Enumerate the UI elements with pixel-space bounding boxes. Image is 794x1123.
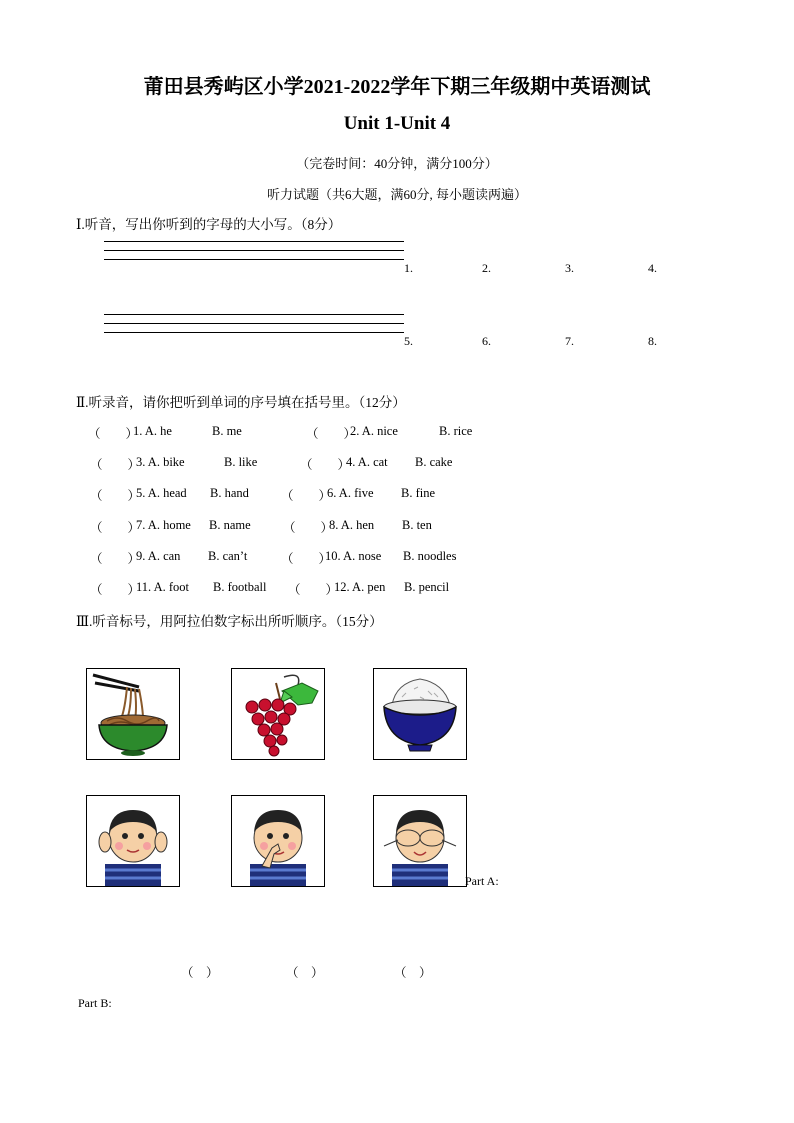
- option-a: 4. A. cat: [346, 455, 388, 469]
- section3-heading: Ⅲ.听音标号，用阿拉伯数字标出所听顺序。（15分）: [76, 614, 383, 629]
- writing-lines-row2: [104, 314, 404, 341]
- section2-heading: Ⅱ.听录音，请你把听到单词的序号填在括号里。（12分）: [76, 395, 406, 410]
- option-a: 1. A. he: [133, 424, 172, 438]
- option-b: B. rice: [439, 424, 473, 438]
- blank-number: 8.: [648, 334, 657, 348]
- listening-info: 听力试题（共6大题，满60分, 每小题读两遍）: [266, 187, 527, 202]
- option-a: 3. A. bike: [136, 455, 185, 469]
- option-b: B. can’t: [208, 549, 248, 563]
- option-a: 5. A. head: [136, 486, 187, 500]
- blank-number: 7.: [565, 334, 574, 348]
- answer-paren: （ ）: [283, 521, 334, 535]
- option-a: 9. A. can: [136, 549, 181, 563]
- time-info: （完卷时间：40分钟，满分100分）: [296, 156, 498, 171]
- boy-eyes-picture: [373, 795, 467, 887]
- boy-ears-picture: [86, 795, 180, 887]
- blank-number: 4.: [648, 261, 657, 275]
- option-b: B. fine: [401, 486, 436, 500]
- boy-covering-eyes-icon: [374, 796, 466, 886]
- rice-picture: [373, 668, 467, 760]
- answer-paren: （ ）: [281, 489, 332, 503]
- option-a: 12. A. pen: [334, 580, 386, 594]
- answer-paren: （ ）: [90, 489, 141, 503]
- answer-paren: （ ）: [90, 521, 141, 535]
- boy-touching-nose-icon: [232, 796, 324, 886]
- blank-number: 1.: [404, 261, 413, 275]
- blank-number: 6.: [482, 334, 491, 348]
- answer-paren: （ ）: [181, 966, 219, 980]
- option-b: B. like: [224, 455, 258, 469]
- option-b: B. football: [213, 580, 267, 594]
- option-b: B. noodles: [403, 549, 457, 563]
- option-a: 6. A. five: [327, 486, 374, 500]
- blank-number: 2.: [482, 261, 491, 275]
- answer-paren: （ ）: [286, 966, 324, 980]
- answer-paren: （ ）: [306, 427, 357, 441]
- answer-paren: （ ）: [90, 552, 141, 566]
- blank-number: 5.: [404, 334, 413, 348]
- noodles-picture: [86, 668, 180, 760]
- boy-touching-ears-icon: [87, 796, 179, 886]
- option-a: 11. A. foot: [136, 580, 190, 594]
- answer-paren: （ ）: [90, 583, 141, 597]
- section1-heading: Ⅰ.听音，写出你听到的字母的大小写。（8分）: [76, 217, 342, 232]
- option-b: B. name: [209, 518, 251, 532]
- option-b: B. pencil: [404, 580, 450, 594]
- answer-paren: （ ）: [88, 427, 139, 441]
- option-b: B. me: [212, 424, 242, 438]
- blank-number: 3.: [565, 261, 574, 275]
- option-b: B. ten: [402, 518, 432, 532]
- answer-paren: （ ）: [300, 458, 351, 472]
- option-a: 7. A. home: [136, 518, 191, 532]
- option-a: 2. A. nice: [350, 424, 398, 438]
- part-b-label: Part B:: [78, 996, 112, 1010]
- option-a: 10. A. nose: [325, 549, 382, 563]
- option-b: B. hand: [210, 486, 249, 500]
- answer-paren: （ ）: [288, 583, 339, 597]
- option-b: B. cake: [415, 455, 453, 469]
- noodles-bowl-icon: [87, 669, 179, 759]
- answer-paren: （ ）: [90, 458, 141, 472]
- answer-paren: （ ）: [281, 552, 332, 566]
- page-subtitle: Unit 1-Unit 4: [343, 113, 451, 134]
- writing-lines-row1: [104, 241, 404, 268]
- part-a-label: Part A:: [465, 874, 499, 888]
- answer-paren: （ ）: [394, 966, 432, 980]
- option-a: 8. A. hen: [329, 518, 375, 532]
- rice-bowl-icon: [374, 669, 466, 759]
- page-title: 莆田县秀屿区小学2021-2022学年下期三年级期中英语测试: [143, 76, 651, 98]
- boy-nose-picture: [231, 795, 325, 887]
- grapes-icon: [232, 669, 324, 759]
- grapes-picture: [231, 668, 325, 760]
